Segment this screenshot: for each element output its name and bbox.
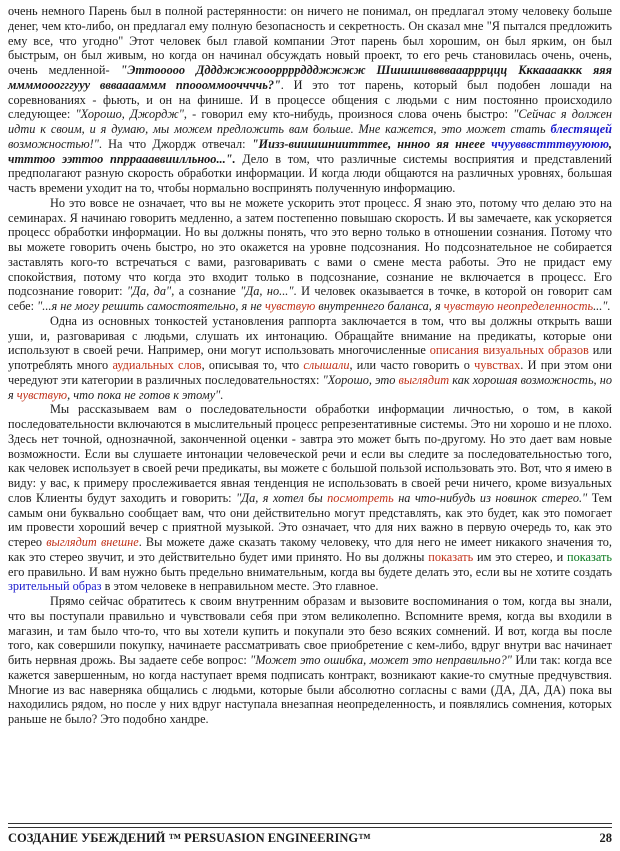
- text-run: "Да, но...": [240, 284, 294, 299]
- text-run: выглядит внешне: [46, 535, 139, 549]
- text-run: зрительный образ: [8, 579, 102, 594]
- footer-row: [8, 831, 612, 846]
- text-run: "Эттооооо Дддджжжоооррррддджжжж Шшшшиввввааарррццц Кккааааккк яяя ммммооогггууу вввааааммм ппоооммооччччь?": [8, 63, 612, 92]
- text-run: на что-нибудь из новинок стерео.": [393, 490, 588, 505]
- text-run: . На что Джордж отвечал:: [98, 136, 252, 151]
- text-run: возможностью!": [8, 136, 99, 151]
- text-run: . И это тот парень, который был подобен лошади на соревнованиях - фьють, и он на финише. И в процессе общения с людьми с ним постоянно происходило следующее:: [8, 77, 612, 122]
- text-run: в этом человеке в неправильном месте. Это главное.: [101, 579, 379, 594]
- text-run: описания визуальных образов: [429, 343, 589, 358]
- text-run: показать: [567, 549, 612, 564]
- text-run: выглядит: [398, 372, 450, 387]
- text-run: им это стерео, и: [473, 549, 568, 564]
- footer-divider: [8, 823, 612, 828]
- text-run: аудиальных слов: [112, 358, 202, 372]
- text-run: чувствую: [16, 387, 68, 402]
- text-run: Дело в том, что различные системы восприятия и представлений предполагают разную скорость обработки информации. И когда люди общаются на различных уровнях, большая часть времени уходит на то, чтобы нормально воспринять полученную информацию.: [8, 151, 612, 195]
- text-run: очень немного Парень был в полной растерянности: он ничего не понимал, он предлагал этому человеку больше денег, чем кто-либо, он предлагал ему полную безопасность и секретность. Он сказал мне "Я пытался предложить ему все, что угодно" Этот человек был главой компании Этот парень был хорошим, он был ярким, он был быстрым, он был живым, но когда он начинал обсуждать новый проект, то его речь становилась очень, очень, очень медленной-: [8, 4, 612, 77]
- text-run: . Вы можете даже сказать такому человеку, что для него не имеет никакого значения то, как это стерео звучит, и это действительно будет ими принято. Но вы должны: [8, 535, 612, 564]
- text-run: чувствах: [474, 358, 521, 372]
- text-run: "Иизз-виишшниитттее, ннноо яя ннеее: [251, 136, 492, 151]
- text-run: Мы рассказываем вам о последовательности обработки информации личностью, о том, в какой последовательности включаются в мыслительный процесс репрезентативные системы. Это ни хорошо и не плохо. Здесь нет точной, однозначной, законченной оценки - завтра это может быть по-другому. Но это дает вам новые возможности. Если вы слушаете интонации человеческой речи и если вы следите за последовательностью того, как человек использует в своей речи предикаты, вы можете с большой пользой использовать это. Вот, что я имею в виду: у вас, к примеру прослеживается явная тенденция не использовать в своей речи ничего, кроме визуальных слов Клиенты будут заходить и говорить:: [8, 402, 612, 505]
- text-run: посмотреть: [327, 490, 394, 505]
- page-number: 28: [599, 831, 612, 845]
- text-run: "Сейчас я должен идти к своим, и я думаю, мы можем предложить вам больше. Мне кажется, это может стать: [8, 107, 613, 136]
- text-run: , что пока не готов к этому".: [67, 387, 224, 402]
- text-run: "Хорошо, это: [322, 372, 399, 387]
- text-run: показать: [428, 549, 474, 564]
- text-run: Но это вовсе не означает, что вы не можете ускорить этот процесс. Я знаю это, потому что делаю это на семинарах. Я начинаю говорить медленно, а затем постепенно повышаю скорость. И вы замечаете, как ускоряется процесс обработки информации. Но вы должны понять, что это верно только в отношении сознания. Потому что вы можете говорить очень быстро, но это окажется на уровне подсознания. Но подсознательное не собирается заставлять кого-то встречаться с вами, разговаривать с вами о смене места работы. Это не придаст ему спокойствия, потому что когда это входит только в подсознание, сознание не включается в процесс. Его подсознание говорит:: [8, 195, 612, 299]
- text-run: , или часто говорить о: [349, 358, 475, 372]
- text-run: "Да, я хотел бы: [236, 490, 328, 505]
- text-run: ччуувввстттвууююю: [491, 136, 609, 151]
- text-run: "Да, да": [126, 284, 172, 299]
- text-run: блестящей: [550, 122, 612, 136]
- text-run: или употреблять много: [8, 343, 612, 372]
- text-run: Тем самым они буквально сообщает вам, что они действительно могут представлять, как это будет, как это помогает им провести хороший вечер с приятной музыкой. Это означает, что для них важно в первую очередь то, как это стерео: [8, 490, 612, 549]
- paragraph: [8, 4, 612, 196]
- text-run: слышали: [303, 358, 350, 372]
- text-run: Одна из основных тонкостей установления раппорта заключается в том, что вы должны открыть ваши уши, и, разговаривая с людьми, слушать их интонацию. Обращайте внимание на предикаты, которые они используют в своей речи. Например, они могут использовать многочисленные: [8, 313, 612, 358]
- text-run: "Хорошо, Джордж": [75, 107, 184, 122]
- text-run: Или так: когда все кажется завершенным, но когда наступает время подписать контракт, возникают какие-то смутные предчувствия. Многие из вас наверняка общались с людьми, которые были абсолютно согласны с вами (ДА, ДА, ДА) пока вы находились рядом, но после у них вдруг наступала внезапная неопределенность, и появлялись сомнения, которых раньше не было? Это подобно хандре.: [8, 653, 612, 726]
- text-run: ...".: [593, 299, 611, 313]
- text-run: . И при этом они чередуют эти категории в различных последовательностях:: [8, 358, 612, 387]
- page-footer: [8, 823, 612, 846]
- footer-title: СОЗДАНИЕ УБЕЖДЕНИЙ ™ PERSUASION ENGINEERING™: [8, 831, 371, 845]
- text-run: чувствую: [264, 299, 316, 313]
- text-run: чувствую неопределенность: [443, 299, 594, 313]
- text-run: . И человек оказывается в точке, в которой он говорит сам себе:: [8, 284, 612, 313]
- text-run: Прямо сейчас обратитесь к своим внутренним образам и вызовите воспоминания о том, когда вы знали, что вы поступали правильно и чувствовали себя при этом великолепно. Вспомните время, когда вы входили в магазин, и там было что-то, что вы хотели купить и покупали это безо всяких сомнений. И вот, когда вы после того, как совершили покупку, начинаете рассматривать свое приобретение с кем-либо, вдруг внутри вас начинает бить нервная дрожь. Вы задаете себе вопрос:: [8, 594, 612, 667]
- paragraph: [8, 196, 612, 314]
- text-run: "...я не могу решить самостоятельно, я не: [37, 299, 265, 313]
- text-run: как хорошая возможность, но я: [8, 372, 612, 402]
- text-run: внутреннего баланса, я: [315, 299, 444, 313]
- paragraph: [8, 594, 612, 727]
- text-run: , описывая то, что: [201, 358, 304, 372]
- paragraph: [8, 314, 612, 403]
- text-run: его правильно. И вам нужно быть предельно внимательным, когда вы будете делать это, если вы не хотите создать: [8, 564, 612, 579]
- text-run: , чтттоо ээттоо ппрраааввиилльноо...".: [8, 136, 612, 166]
- text-run: , - говорил ему кто-нибудь, произнося слова очень быстро:: [183, 107, 514, 122]
- document-body: [8, 4, 612, 727]
- text-run: "Может это ошибка, может это неправильно?": [250, 653, 512, 667]
- paragraph: [8, 402, 612, 594]
- text-run: , а сознание: [171, 284, 241, 299]
